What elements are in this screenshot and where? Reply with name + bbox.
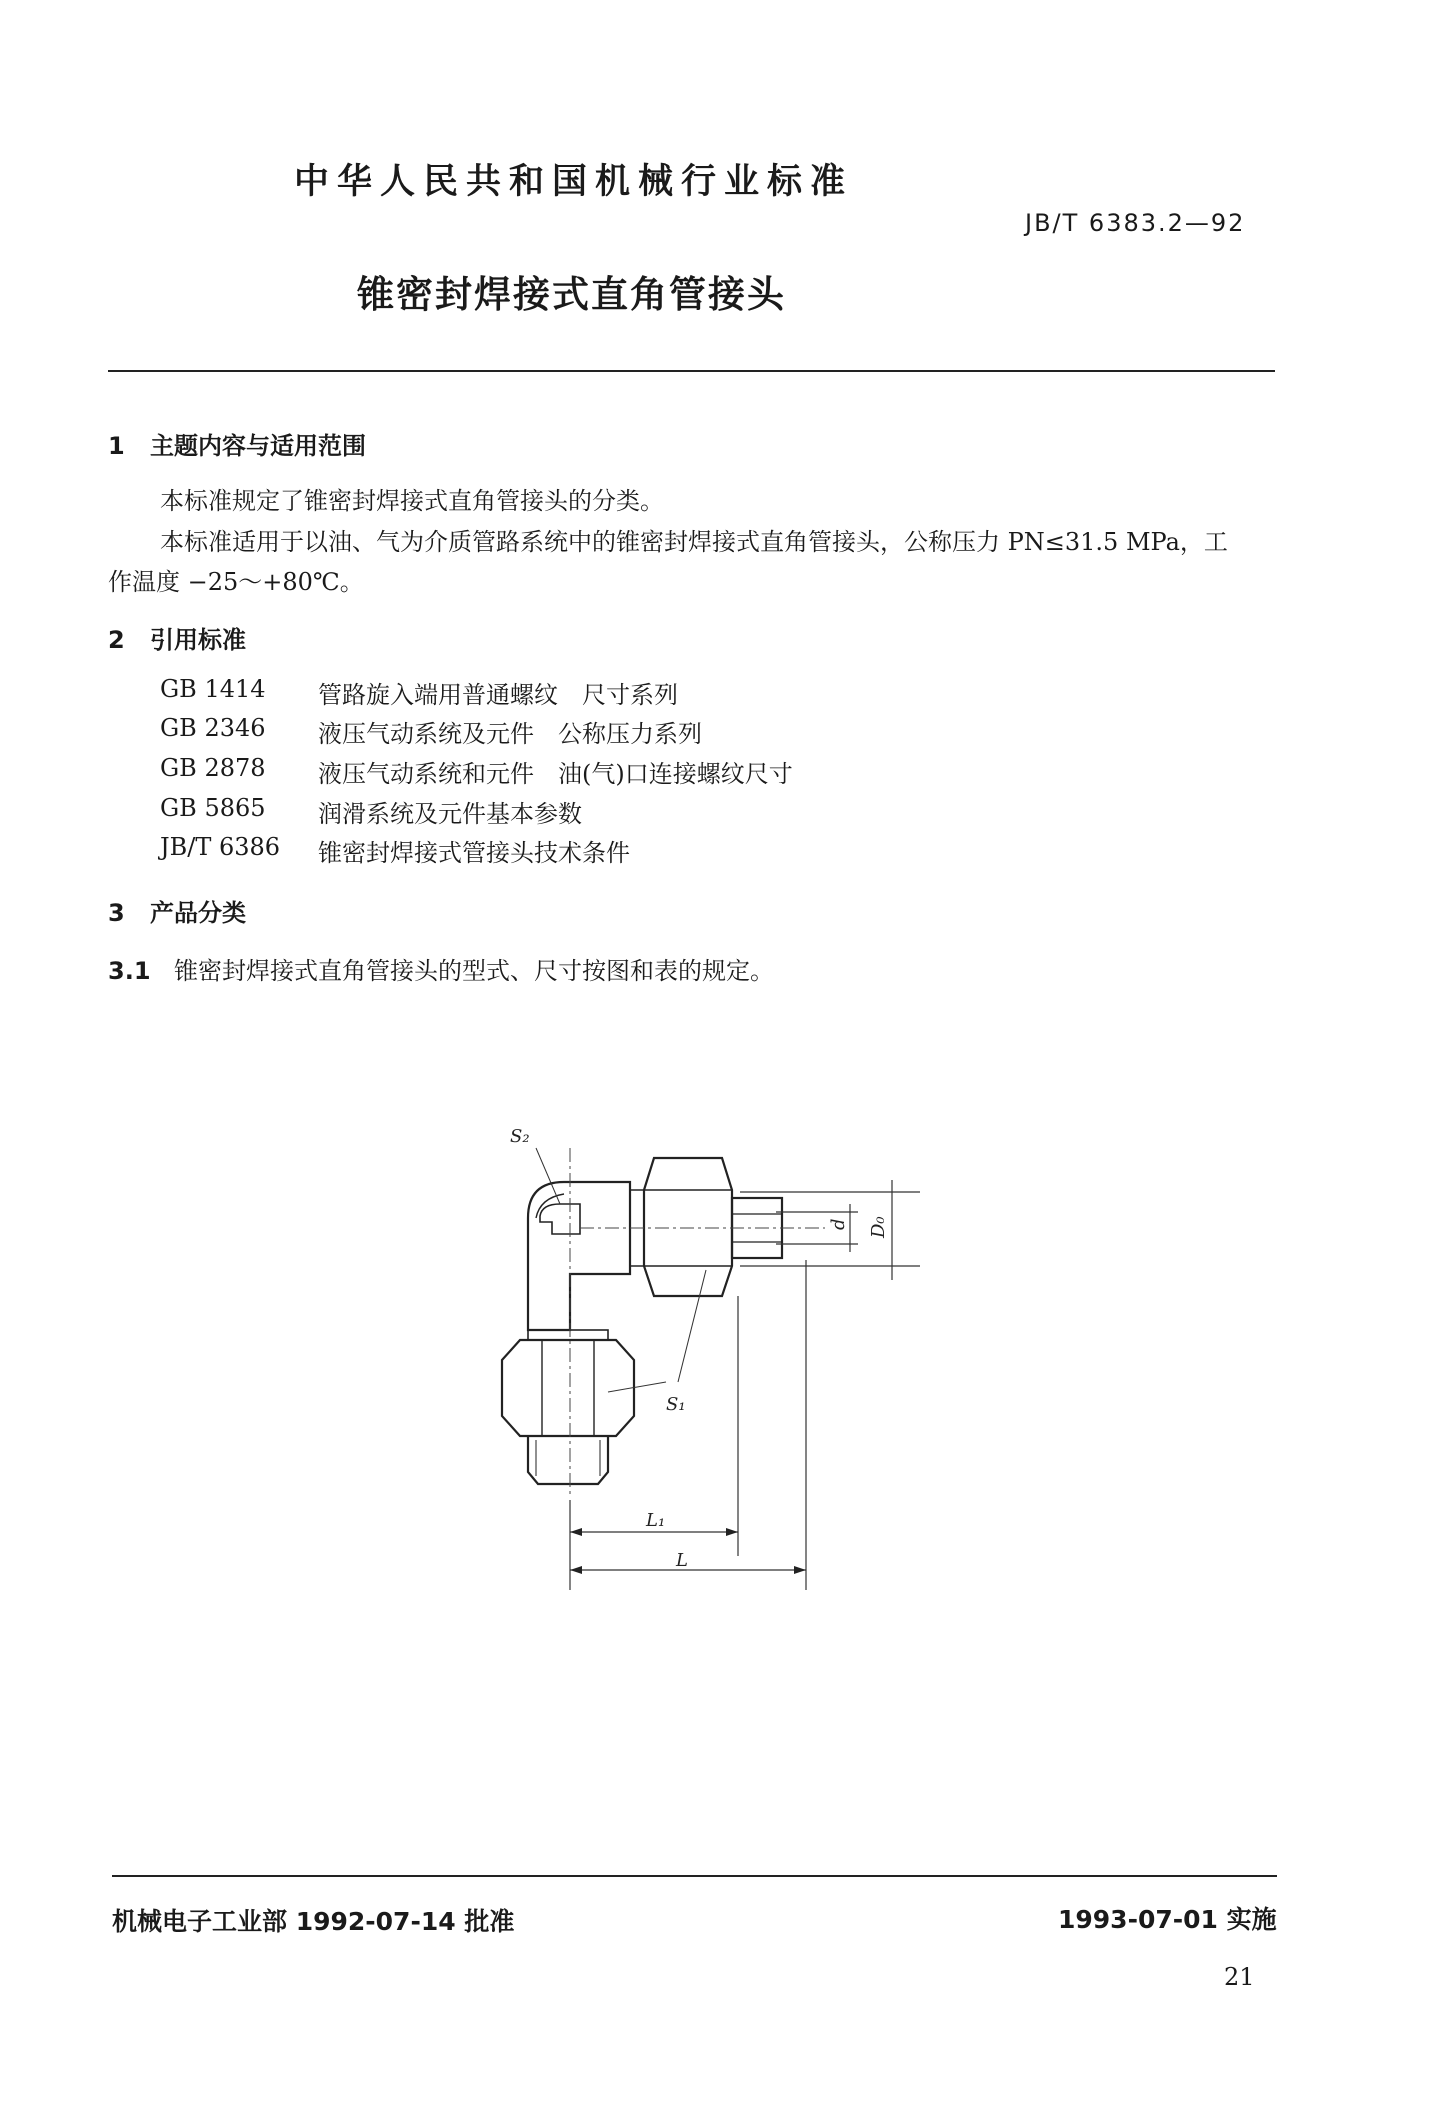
section-title: 产品分类 — [150, 899, 246, 927]
page-number: 21 — [1224, 1963, 1255, 1991]
org-title: 中华人民共和国机械行业标准 — [294, 162, 854, 202]
header-rule — [108, 370, 1275, 372]
label-l1: L₁ — [646, 1510, 666, 1531]
elbow-fitting-drawing — [480, 1120, 940, 1610]
label-d0: D₀ — [868, 1216, 889, 1238]
standard-code: JB/T 6383.2—92 — [1025, 209, 1246, 237]
reference-title: 锥密封焊接式管接头技术条件 — [318, 839, 630, 867]
section-1-paragraph-2-line-2: 作温度 −25～+80℃。 — [108, 568, 364, 596]
label-l: L — [676, 1550, 688, 1571]
approval-line: 机械电子工业部 1992-07-14 批准 — [112, 1907, 515, 1936]
section-3-heading — [108, 893, 246, 928]
section-number: 3 — [108, 899, 125, 927]
reference-code: GB 2346 — [160, 714, 266, 742]
section-1-heading — [108, 426, 366, 461]
section-1-paragraph-2-line-1: 本标准适用于以油、气为介质管路系统中的锥密封焊接式直角管接头，公称压力 PN≤31.5 MPa，工 — [160, 528, 1228, 556]
reference-title: 液压气动系统及元件 公称压力系列 — [318, 720, 702, 748]
reference-title: 润滑系统及元件基本参数 — [318, 800, 582, 828]
section-3-1 — [108, 951, 774, 986]
section-2-heading — [108, 620, 246, 655]
label-d: d — [828, 1218, 849, 1230]
document-title: 锥密封焊接式直角管接头 — [357, 273, 786, 316]
subsection-text: 锥密封焊接式直角管接头的型式、尺寸按图和表的规定。 — [174, 957, 774, 985]
effective-line: 1993-07-01 实施 — [1058, 1905, 1277, 1934]
horizontal-nut — [644, 1158, 732, 1296]
footer-rule — [112, 1875, 1277, 1877]
subsection-number: 3.1 — [108, 957, 151, 985]
section-title: 引用标准 — [150, 626, 246, 654]
reference-title: 液压气动系统和元件 油(气)口连接螺纹尺寸 — [318, 760, 793, 788]
section-1-paragraph-1: 本标准规定了锥密封焊接式直角管接头的分类。 — [160, 487, 664, 515]
section-number: 1 — [108, 432, 125, 460]
reference-code: GB 2878 — [160, 754, 266, 782]
threaded-stud — [528, 1436, 608, 1484]
reference-code: GB 1414 — [160, 675, 266, 703]
label-s2: S₂ — [510, 1126, 530, 1147]
label-s1: S₁ — [666, 1394, 686, 1415]
reference-code: JB/T 6386 — [160, 833, 281, 861]
reference-code: GB 5865 — [160, 794, 266, 822]
vertical-nut — [502, 1340, 634, 1436]
section-title: 主题内容与适用范围 — [150, 432, 366, 460]
section-number: 2 — [108, 626, 125, 654]
reference-title: 管路旋入端用普通螺纹 尺寸系列 — [318, 681, 678, 709]
